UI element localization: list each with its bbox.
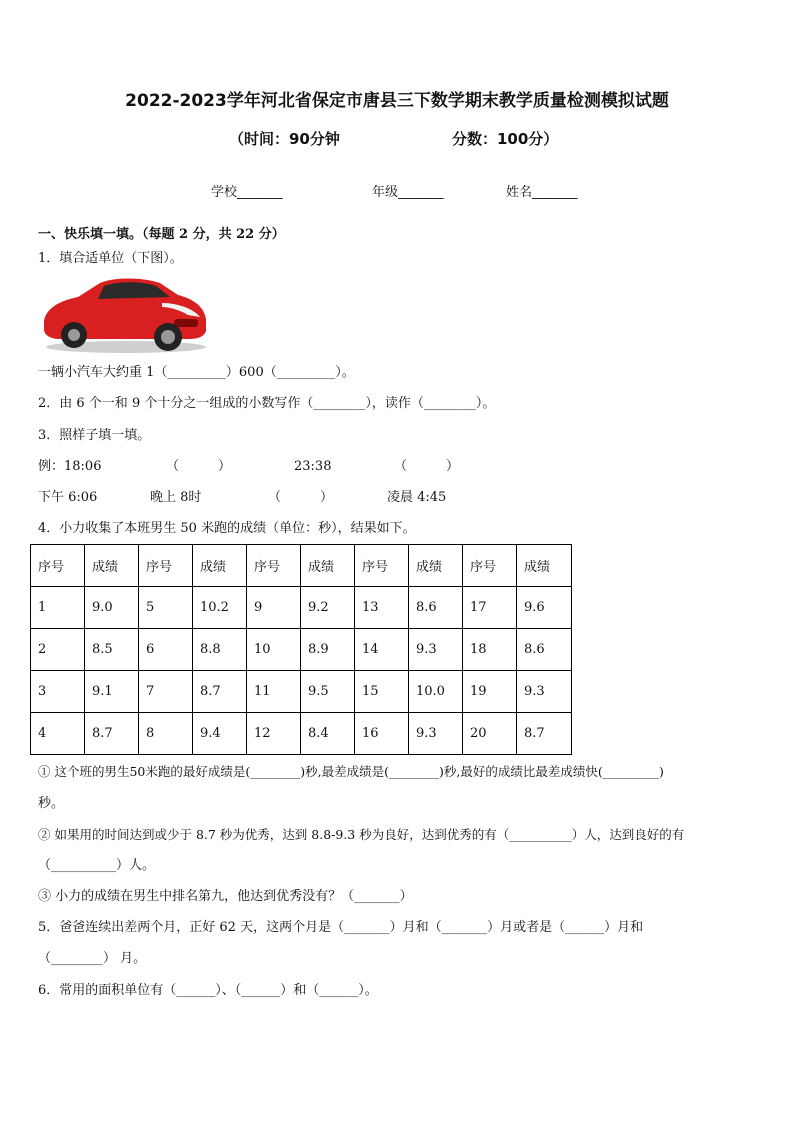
table-cell: 8.6 [409,587,463,629]
table-cell: 18 [463,629,517,671]
question-2: 2．由 6 个一和 9 个十分之一组成的小数写作（________），读作（________）。 [38,396,496,411]
grade-field[interactable]: 年级_______ [372,185,444,200]
question-3-prompt: 3．照样子填一填。 [38,428,151,443]
table-cell: 6 [139,629,193,671]
name-field[interactable]: 姓名_______ [506,185,578,200]
table-cell: 8.7 [193,671,247,713]
table-cell: 10.2 [193,587,247,629]
q3-time: 下午 6:06 [38,490,98,505]
table-cell: 10 [247,629,301,671]
q3-example: 例：18:06 [38,459,102,474]
table-cell: 9.4 [193,713,247,755]
table-cell: 16 [355,713,409,755]
section-heading: 一、快乐填一填。（每题 2 分，共 22 分） [38,227,285,242]
q3-blank: （ ） [394,459,460,474]
table-cell: 3 [31,671,85,713]
question-4-sub2: ② 如果用的时间达到或少于 8.7 秒为优秀，达到 8.8-9.3 秒为良好，达到优秀的有（__________）人，达到良好的有 [38,827,685,842]
table-cell: 9.2 [301,587,355,629]
q3-blank: （ ） [166,459,232,474]
table-cell: 4 [31,713,85,755]
table-row [31,587,572,629]
table-cell: 5 [139,587,193,629]
table-cell: 7 [139,671,193,713]
table-cell: 12 [247,713,301,755]
table-header-row [31,545,572,587]
table-cell: 9.3 [517,671,572,713]
table-cell: 8 [139,713,193,755]
red-car-image [38,273,210,355]
table-cell: 8.9 [301,629,355,671]
table-cell: 2 [31,629,85,671]
table-cell: 9 [247,587,301,629]
q3-time: 凌晨 4:45 [387,490,447,505]
question-4-sub1: ① 这个班的男生50米跑的最好成绩是(________)秒,最差成绩是(________)秒,最好的成绩比最差成绩快(_________) [38,764,664,779]
page-title: 2022-2023学年河北省保定市唐县三下数学期末教学质量检测模拟试题 [125,91,669,111]
car-grille [174,319,198,327]
table-cell: 9.1 [85,671,139,713]
question-4-sub1-cont: 秒。 [38,796,65,811]
q3-time: 晚上 8时 [150,490,202,505]
q3-blank: （ ） [268,490,334,505]
question-4-prompt: 4．小力收集了本班男生 50 米跑的成绩（单位：秒），结果如下。 [38,521,416,536]
scores-table [30,544,572,755]
table-cell: 9.0 [85,587,139,629]
table-cell: 15 [355,671,409,713]
exam-score: 分数：100分） [452,130,559,148]
table-row [31,671,572,713]
table-row [31,629,572,671]
exam-time: （时间：90分钟 [229,130,340,148]
table-row [31,713,572,755]
question-1-line: 一辆小汽车大约重 1（_________）600（_________）。 [38,365,355,380]
table-cell: 8.6 [517,629,572,671]
header-cell: 成绩 [85,545,139,587]
header-cell: 成绩 [517,545,572,587]
question-1-prompt: 1．填合适单位（下图）。 [38,251,183,266]
question-5-cont: （________） 月。 [38,951,147,966]
header-cell: 成绩 [301,545,355,587]
header-cell: 序号 [247,545,301,587]
table-cell: 8.5 [85,629,139,671]
question-4-sub3: ③ 小力的成绩在男生中排名第九，他达到优秀没有？（_______） [38,889,413,904]
header-cell: 成绩 [409,545,463,587]
table-cell: 14 [355,629,409,671]
table-cell: 8.7 [517,713,572,755]
table-cell: 9.3 [409,713,463,755]
question-6: 6．常用的面积单位有（______）、（______）和（______）。 [38,983,378,998]
table-cell: 8.8 [193,629,247,671]
table-cell: 17 [463,587,517,629]
header-cell: 序号 [463,545,517,587]
table-cell: 9.6 [517,587,572,629]
table-cell: 9.5 [301,671,355,713]
table-cell: 8.7 [85,713,139,755]
q3-time: 23:38 [294,459,332,474]
table-cell: 13 [355,587,409,629]
table-cell: 19 [463,671,517,713]
header-cell: 序号 [139,545,193,587]
table-cell: 10.0 [409,671,463,713]
table-cell: 8.4 [301,713,355,755]
table-cell: 20 [463,713,517,755]
header-cell: 成绩 [193,545,247,587]
table-cell: 11 [247,671,301,713]
school-field[interactable]: 学校_______ [211,185,283,200]
table-cell: 1 [31,587,85,629]
question-4-sub2-cont: （__________）人。 [38,858,156,873]
table-cell: 9.3 [409,629,463,671]
header-cell: 序号 [31,545,85,587]
header-cell: 序号 [355,545,409,587]
question-5: 5．爸爸连续出差两个月，正好 62 天，这两个月是（_______）月和（_______）月或者是（______）月和 [38,920,644,935]
